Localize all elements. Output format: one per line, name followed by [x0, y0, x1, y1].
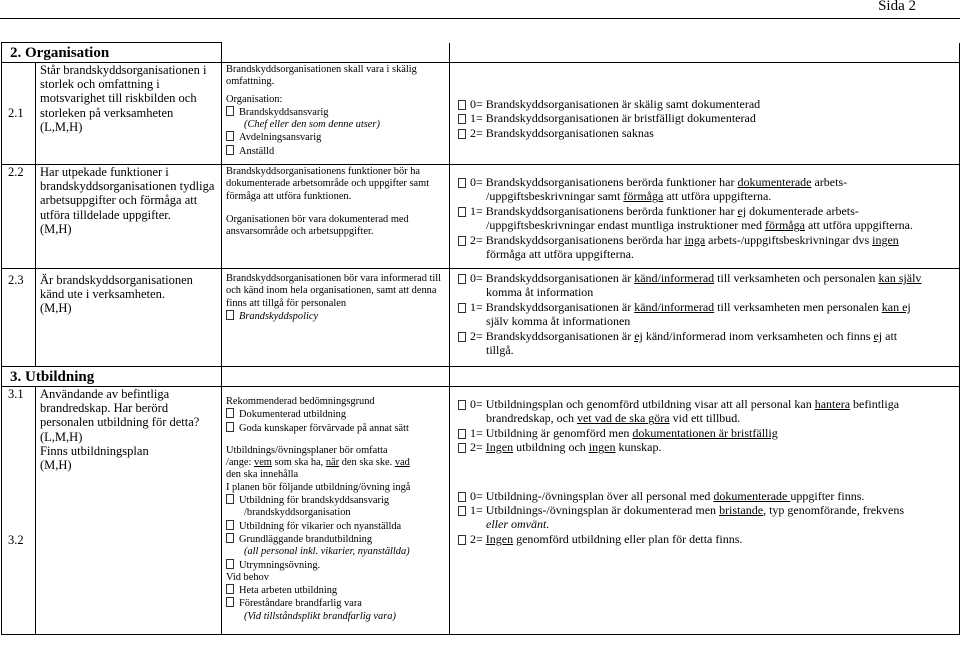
checkbox-icon [458, 332, 466, 342]
vid-item: Föreståndare brandfarlig vara [226, 597, 445, 610]
guidance-label: Vid behov [226, 571, 269, 583]
scale-option-continuation: /uppgiftsbeskrivningar endast muntliga instruktioner med förmåga att utföra uppgifterna. [486, 218, 913, 233]
checkbox-icon [458, 492, 466, 502]
checkbox-icon [458, 274, 466, 284]
org-item: Anställd [226, 145, 445, 158]
scale-cell [450, 269, 960, 367]
policy-item: Brandskyddspolicy [226, 310, 445, 323]
row-number: 2.3 [2, 269, 36, 367]
checkbox-icon [226, 533, 234, 543]
vid-item-note: (Vid tillståndsplikt brandfarlig vara) [244, 610, 396, 622]
guidance-cell [222, 387, 450, 635]
table-row [2, 269, 960, 367]
checkbox-icon [226, 584, 234, 594]
section-title-organisation: 2. Organisation [2, 43, 222, 63]
checkbox-icon [458, 535, 466, 545]
checkbox-icon [226, 408, 234, 418]
guidance-label: Organisation: [226, 93, 283, 105]
checkbox-icon [458, 429, 466, 439]
checkbox-icon [226, 559, 234, 569]
table-row [2, 387, 960, 635]
question-text: Är brandskyddsorganisationen känd ute i verksamheten. [40, 273, 193, 302]
checkbox-icon [458, 129, 466, 139]
scale-option: 0= Brandskyddsorganisationens berörda funktioner har dokumenterade arbets- [458, 175, 953, 189]
checkbox-icon [226, 520, 234, 530]
section-title-row [2, 43, 960, 63]
rec-item: Goda kunskaper förvärvade på annat sätt [226, 422, 445, 435]
scale-option-continuation: /uppgiftsbeskrivningar samt förmåga att utföra uppgifterna. [486, 189, 772, 204]
plan-item: Utbildning för vikarier och nyanställda [226, 520, 445, 533]
scale-option: 0= Utbildningsplan och genomförd utbildning visar att all personal kan hantera befintliga [458, 397, 953, 411]
scale-cell [450, 165, 960, 269]
scale-option-continuation: brandredskap, och vet vad de ska göra vid ett tillbud. [486, 411, 741, 426]
row-number: 2.1 [2, 63, 36, 165]
checkbox-icon [458, 303, 466, 313]
scale-option: 2= Brandskyddsorganisationen är ej känd/informerad inom verksamheten och finns ej att [458, 329, 953, 343]
guidance-label: Rekommenderad bedömningsgrund [226, 396, 375, 407]
page-header [0, 0, 960, 19]
guidance-text: Utbildnings/övningsplaner bör omfatta [226, 444, 388, 456]
row-number: 3.1 [8, 387, 24, 401]
checkbox-icon [226, 131, 234, 141]
checkbox-icon [226, 310, 234, 320]
plan-item-note: (all personal inkl. vikarier, nyanställda) [244, 546, 410, 558]
org-item-note: (Chef eller den som denne utser) [244, 119, 380, 131]
guidance-text: Brandskyddsorganisationen bör vara informerad till och känd inom hela organisationen, samt att denna finns att tillgå för personalen [226, 273, 442, 309]
rec-item: Dokumenterad utbildning [226, 408, 445, 421]
scale-option: 2= Ingen genomförd utbildning eller plan för detta finns. [458, 532, 953, 546]
question-text: Användande av befintliga brandredskap. Har berörd personalen utbildning för detta? [40, 387, 200, 430]
org-item: Brandskyddsansvarig [226, 106, 445, 119]
question-cell [36, 165, 222, 269]
checkbox-icon [458, 400, 466, 410]
risk-level: (L,M,H) [40, 429, 83, 444]
scale-option: 2= Brandskyddsorganisationens berörda har inga arbets-/uppgiftsbeskrivningar dvs ingen [458, 233, 953, 247]
checkbox-icon [458, 506, 466, 516]
question-cell [36, 269, 222, 367]
checkbox-icon [458, 114, 466, 124]
guidance-cell [222, 269, 450, 367]
scale-option: 1= Brandskyddsorganisationen är känd/informerad till verksamheten men personalen kan ej [458, 300, 953, 314]
checkbox-icon [458, 236, 466, 246]
checkbox-icon [226, 597, 234, 607]
scale-option-continuation: förmåga att utföra uppgifterna. [486, 247, 634, 262]
row-number: 3.2 [8, 533, 24, 547]
scale-option-continuation: komma åt information [486, 285, 594, 300]
plan-item: Utbildning för brandskyddsansvarig [226, 494, 445, 507]
guidance-text: /ange: vem som ska ha, när den ska ske. vad [226, 457, 410, 469]
risk-level: (M,H) [40, 301, 72, 316]
assessment-sheet [0, 42, 960, 635]
scale-option: 0= Utbildning-/övningsplan över all personal med dokumenterade uppgifter finns. [458, 489, 953, 503]
guidance-text: den ska innehålla [226, 469, 299, 481]
scale-option-continuation: eller omvänt. [486, 517, 550, 532]
guidance-cell [222, 165, 450, 269]
row-number: 2.2 [2, 165, 36, 269]
guidance-text: Organisationen bör vara dokumenterad med ansvarsområde och arbetsuppgifter. [226, 213, 409, 238]
scale-cell [450, 387, 960, 635]
question-text: Finns utbildningsplan [40, 443, 149, 458]
checkbox-icon [226, 494, 234, 504]
scale-option: 1= Brandskyddsorganisationen är bristfälligt dokumenterad [458, 111, 953, 125]
question-text: Har utpekade funktioner i brandskyddsorganisationen tydliga arbetsuppgifter och förmåga att utföra tilldelade uppgifter. [40, 165, 215, 222]
scale-option: 2= Brandskyddsorganisationen saknas [458, 126, 953, 140]
guidance-text: Brandskyddsorganisationen skall vara i skälig omfattning. [226, 64, 417, 88]
scale-option: 0= Brandskyddsorganisationen är skälig samt dokumenterad [458, 97, 953, 111]
checkbox-icon [226, 145, 234, 155]
plan-item: Grundläggande brandutbildning [226, 533, 445, 546]
question-text: Står brandskyddsorganisationen i storlek och omfattning i motsvarighet till riskbilden och storleken på verksamheten [40, 63, 207, 120]
vid-item: Heta arbeten utbildning [226, 584, 445, 597]
checkbox-icon [458, 100, 466, 110]
scale-option: 2= Ingen utbildning och ingen kunskap. [458, 440, 953, 454]
question-cell [36, 63, 222, 165]
risk-level: (M,H) [40, 458, 72, 473]
guidance-text: I planen bör följande utbildning/övning ingå [226, 481, 411, 493]
risk-level: (M,H) [40, 221, 72, 236]
question-cell [36, 387, 222, 635]
checkbox-icon [458, 207, 466, 217]
page-number: Sida 2 [878, 0, 916, 14]
section-title-row [2, 367, 960, 387]
risk-level: (L,M,H) [40, 119, 83, 134]
guidance-cell [222, 63, 450, 165]
checkbox-icon [458, 178, 466, 188]
scale-cell [450, 63, 960, 165]
table-row [2, 63, 960, 165]
section-title-utbildning: 3. Utbildning [2, 367, 222, 387]
scale-option: 0= Brandskyddsorganisationen är känd/informerad till verksamheten och personalen kan själv [458, 271, 953, 285]
scale-option-continuation: tillgå. [486, 343, 514, 358]
checkbox-icon [226, 422, 234, 432]
org-item: Avdelningsansvarig [226, 131, 445, 144]
scale-option: 1= Utbildnings-/övningsplan är dokumenterad men bristande, typ genomförande, frekvens [458, 503, 953, 517]
scale-option: 1= Utbildning är genomförd men dokumentationen är bristfällig [458, 426, 953, 440]
guidance-text: Brandskyddsorganisationens funktioner bör ha dokumenterade arbetsområde och uppgifter samt förmåga att utföra funktionen. [226, 166, 430, 202]
checkbox-icon [226, 106, 234, 116]
plan-item-note: /brandskyddsorganisation [244, 507, 351, 519]
checkbox-icon [458, 443, 466, 453]
table-row [2, 165, 960, 269]
plan-item: Utrymningsövning. [226, 559, 445, 572]
scale-option-continuation: själv komma åt informationen [486, 314, 631, 329]
scale-option: 1= Brandskyddsorganisationens berörda funktioner har ej dokumenterade arbets- [458, 204, 953, 218]
assessment-table [1, 42, 960, 635]
row-number-cell [2, 387, 36, 635]
